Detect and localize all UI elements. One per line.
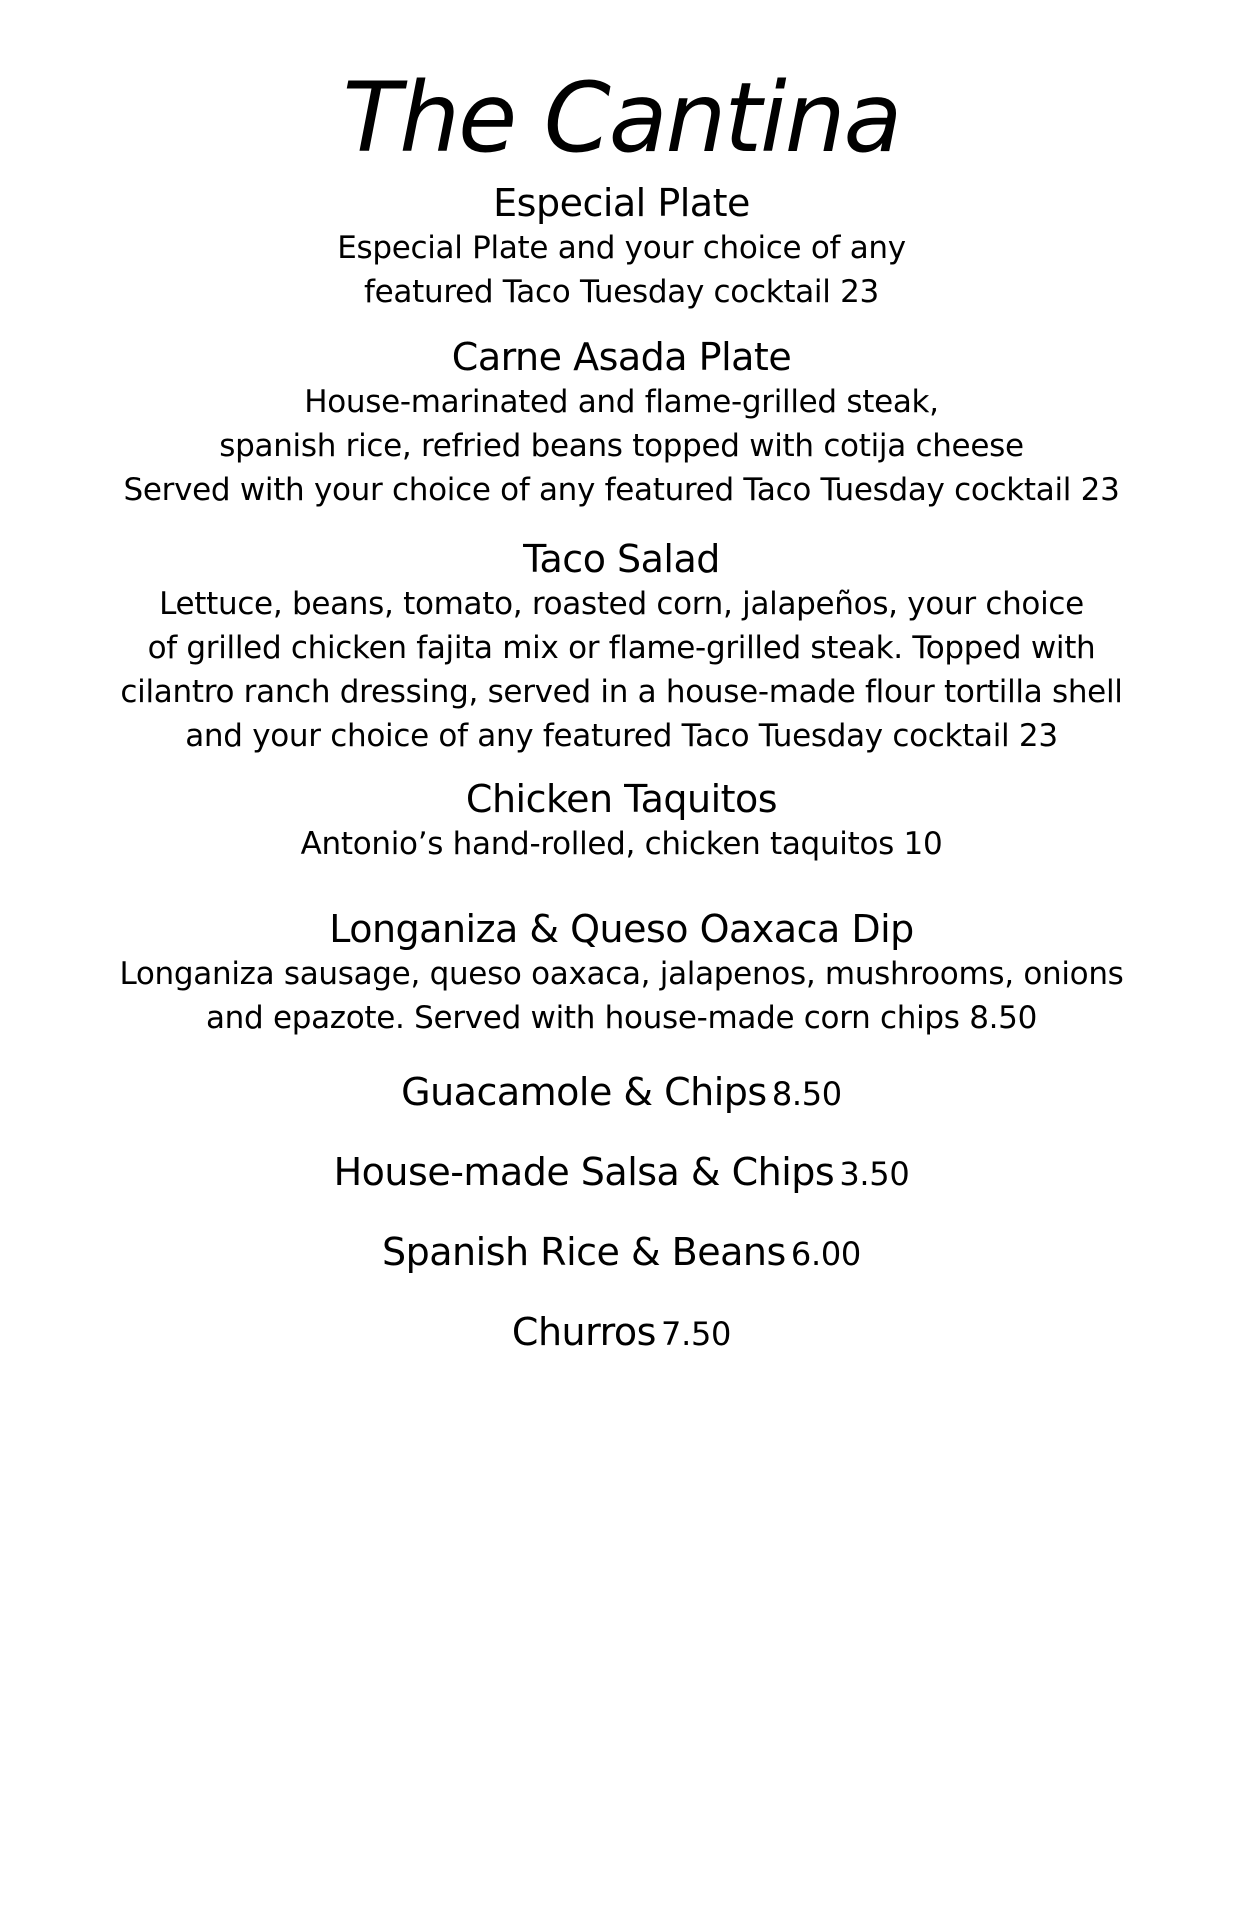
menu-item-taco-salad bbox=[0, 536, 1243, 758]
item-description-line: cilantro ranch dressing, served in a house-made flour tortilla shell bbox=[120, 674, 1123, 710]
side-item-guacamole-chips bbox=[0, 1069, 1243, 1125]
item-description-line: spanish rice, refried beans topped with cotija cheese bbox=[219, 428, 1024, 464]
item-description-line: House-marinated and flame-grilled steak, bbox=[304, 384, 939, 420]
side-name: House-made Salsa & Chips bbox=[333, 1150, 835, 1194]
menu-title: The Cantina bbox=[342, 62, 901, 174]
item-description-line: Served with your choice of any featured Taco Tuesday cocktail 23 bbox=[123, 472, 1120, 508]
item-description-line: Antonio’s hand-rolled, chicken taquitos 10 bbox=[300, 826, 943, 862]
menu-item-chicken-taquitos bbox=[0, 776, 1243, 866]
item-description-line: Especial Plate and your choice of any bbox=[337, 230, 906, 266]
side-item-rice-beans bbox=[0, 1229, 1243, 1285]
side-price: 6.00 bbox=[790, 1235, 861, 1273]
side-name: Churros bbox=[511, 1310, 656, 1354]
item-description-line: Longaniza sausage, queso oaxaca, jalapenos, mushrooms, onions bbox=[119, 956, 1124, 992]
item-name: Carne Asada Plate bbox=[451, 335, 792, 379]
item-name: Taco Salad bbox=[523, 537, 720, 581]
item-description-line: and epazote. Served with house-made corn chips 8.50 bbox=[205, 1000, 1038, 1036]
item-name: Especial Plate bbox=[493, 181, 750, 225]
side-price: 3.50 bbox=[839, 1155, 910, 1193]
item-description-line: featured Taco Tuesday cocktail 23 bbox=[364, 274, 879, 310]
side-item-salsa-chips bbox=[0, 1149, 1243, 1205]
item-description-line: and your choice of any featured Taco Tuesday cocktail 23 bbox=[185, 718, 1058, 754]
side-price: 8.50 bbox=[771, 1075, 842, 1113]
side-name: Spanish Rice & Beans bbox=[382, 1230, 786, 1274]
menu-item-carne-asada-plate bbox=[0, 334, 1243, 512]
item-description-line: Lettuce, beans, tomato, roasted corn, jalapeños, your choice bbox=[159, 586, 1084, 622]
menu-item-longaniza-dip bbox=[0, 906, 1243, 1040]
side-item-churros bbox=[0, 1309, 1243, 1365]
menu-item-especial-plate bbox=[0, 180, 1243, 314]
side-name: Guacamole & Chips bbox=[401, 1070, 767, 1114]
side-price: 7.50 bbox=[661, 1315, 732, 1353]
item-name: Longaniza & Queso Oaxaca Dip bbox=[329, 907, 914, 951]
item-description-line: of grilled chicken fajita mix or flame-grilled steak. Topped with bbox=[147, 630, 1096, 666]
item-name: Chicken Taquitos bbox=[465, 777, 778, 821]
